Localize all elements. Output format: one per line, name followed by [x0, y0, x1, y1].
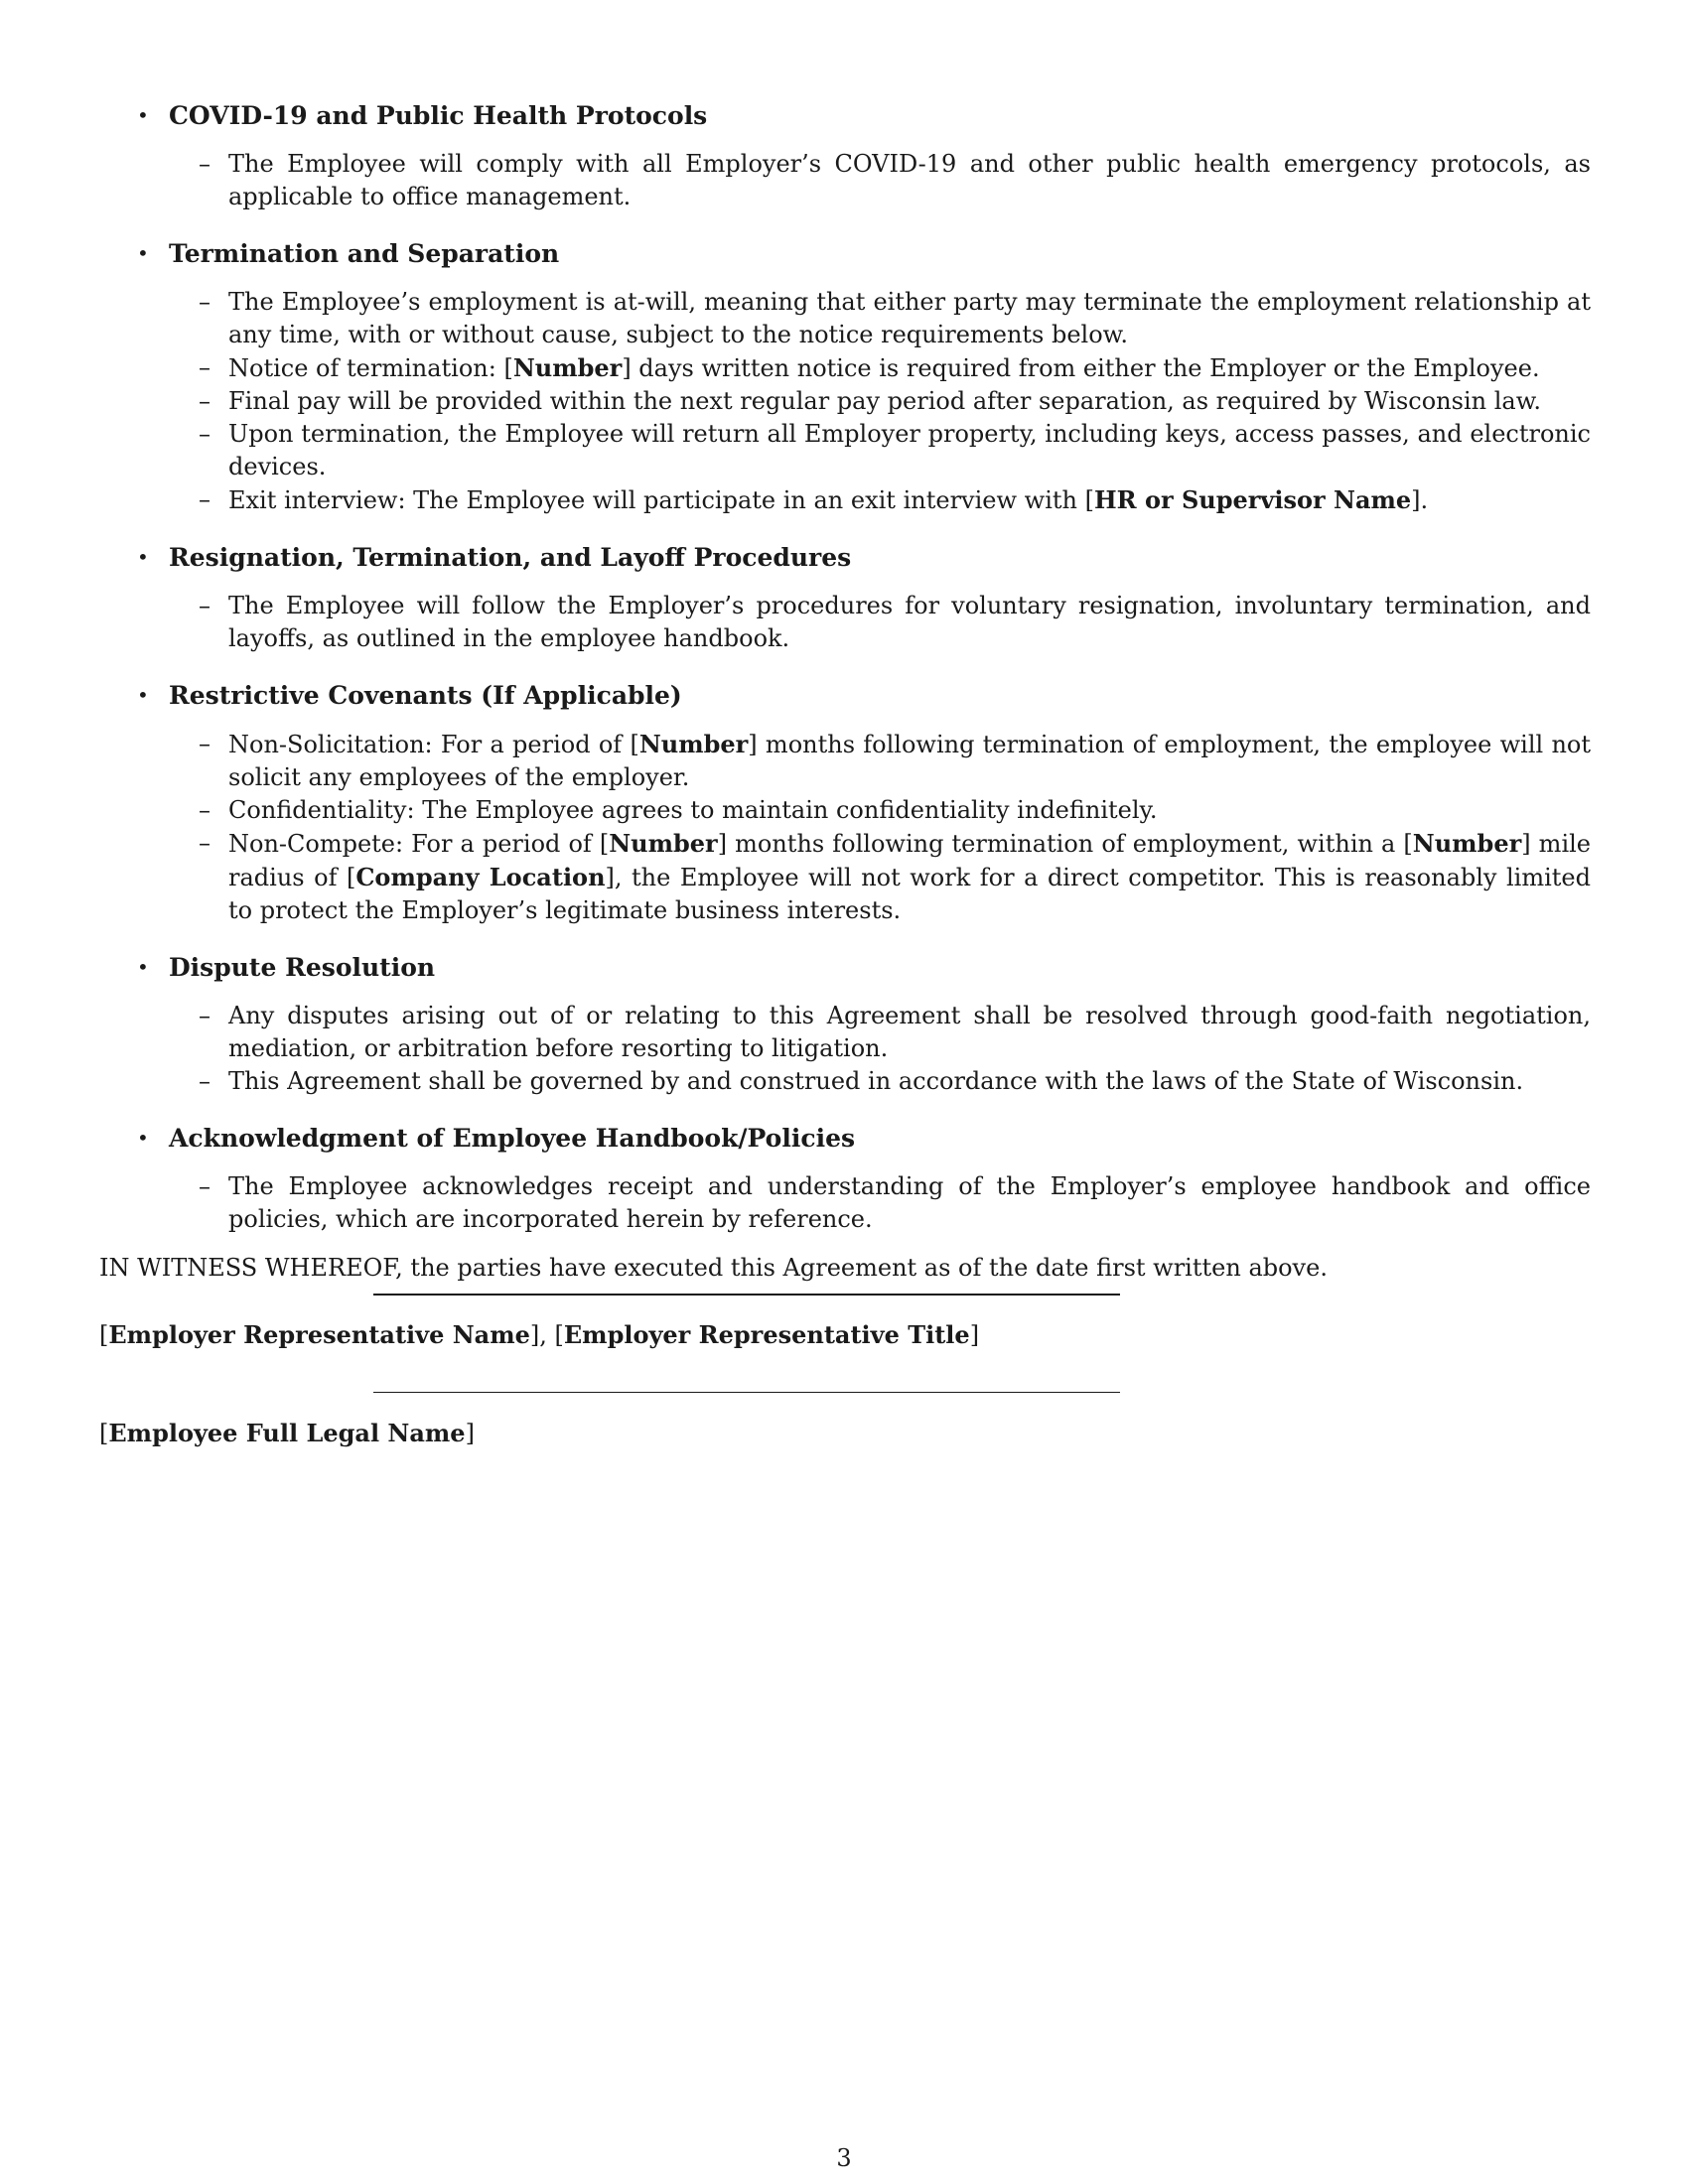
text-run: ] mile radius of [	[228, 830, 1591, 891]
placeholder-text: Employer Representative Title	[563, 1320, 970, 1349]
witness-clause: IN WITNESS WHEREOF, the parties have executed this Agreement as of the date first written above.	[99, 1254, 1328, 1282]
dash-icon: –	[199, 592, 211, 619]
text-run: [	[99, 1321, 109, 1349]
sub-item-list	[99, 728, 1589, 927]
employer-signature-name	[99, 1318, 979, 1352]
sub-item-list	[99, 1170, 1589, 1236]
dash-icon: –	[199, 353, 211, 381]
sub-item-list	[99, 590, 1589, 655]
section	[99, 677, 1589, 927]
bullet-icon: •	[137, 683, 149, 707]
section-heading	[99, 1120, 1589, 1157]
text-run: Any disputes arising out of or relating to this Agreement shall be resolved through good-faith negotiation, mediation, or arbitration before resorting to litigation.	[228, 1002, 1591, 1062]
list-item	[199, 1000, 1591, 1065]
list-item	[199, 1065, 1591, 1098]
dash-icon: –	[199, 288, 211, 316]
text-run: ], the Employee will not work for a direct competitor. This is reasonably limited to protect the Employer’s legitimate business interests.	[228, 864, 1591, 924]
page-number: 3	[836, 2144, 852, 2172]
list-item	[199, 385, 1591, 418]
list-item	[199, 728, 1591, 794]
dash-icon: –	[199, 420, 211, 448]
section-heading-text: Restrictive Covenants (If Applicable)	[169, 681, 682, 710]
employee-signature-name	[99, 1417, 475, 1450]
text-run: ], [	[529, 1321, 564, 1349]
placeholder-text: Company Location	[355, 863, 606, 891]
sub-item-list	[99, 148, 1589, 213]
bullet-icon: •	[137, 241, 149, 265]
text-run: ] months following termination of employment, within a [	[717, 830, 1413, 858]
text-run: The Employee will follow the Employer’s procedures for voluntary resignation, involuntary termination, and layoffs, as outlined in the employee handbook.	[228, 592, 1591, 652]
section	[99, 539, 1589, 655]
section-heading-text: Resignation, Termination, and Layoff Procedures	[169, 543, 852, 572]
text-run: Notice of termination: [	[228, 354, 513, 382]
bullet-icon: •	[137, 103, 149, 127]
section-list	[99, 97, 1589, 1236]
bullet-icon: •	[137, 1126, 149, 1150]
dash-icon: –	[199, 1002, 211, 1029]
dash-icon: –	[199, 796, 211, 824]
section-heading-text: Acknowledgment of Employee Handbook/Policies	[169, 1124, 856, 1153]
dash-icon: –	[199, 485, 211, 513]
dash-icon: –	[199, 730, 211, 757]
text-run: ].	[1411, 486, 1429, 514]
list-item	[199, 483, 1591, 517]
section-heading-text: Dispute Resolution	[169, 953, 436, 982]
section	[99, 949, 1589, 1098]
document-body	[99, 97, 1589, 1285]
list-item	[199, 1170, 1591, 1236]
text-run: ]	[465, 1420, 475, 1447]
text-run: The Employee will comply with all Employer’s COVID-19 and other public health emergency protocols, as applicable to office management.	[228, 150, 1591, 210]
section-heading	[99, 949, 1589, 986]
list-item	[199, 590, 1591, 655]
list-item	[199, 148, 1591, 213]
placeholder-text: Number	[638, 730, 749, 758]
placeholder-text: Employee Full Legal Name	[108, 1419, 466, 1447]
sub-item-list	[99, 1000, 1589, 1098]
text-run: [	[99, 1420, 109, 1447]
section-heading-text: Termination and Separation	[169, 239, 560, 268]
list-item	[199, 351, 1591, 385]
section-heading	[99, 97, 1589, 134]
placeholder-text: HR or Supervisor Name	[1093, 485, 1412, 514]
section-heading	[99, 677, 1589, 714]
text-run: Non-Solicitation: For a period of [	[228, 731, 639, 758]
dash-icon: –	[199, 387, 211, 415]
employee-signature-line	[373, 1392, 1120, 1393]
text-run: ] months following termination of employment, the employee will not solicit any employees of the employer.	[228, 731, 1591, 791]
section-heading	[99, 235, 1589, 272]
list-item	[199, 418, 1591, 483]
dash-icon: –	[199, 1067, 211, 1095]
bullet-icon: •	[137, 955, 149, 979]
text-run: The Employee’s employment is at-will, meaning that either party may terminate the employment relationship at any time, with or without cause, subject to the notice requirements below.	[228, 288, 1591, 348]
sub-item-list	[99, 286, 1589, 517]
text-run: This Agreement shall be governed by and construed in accordance with the laws of the State of Wisconsin.	[228, 1067, 1524, 1095]
list-item	[199, 286, 1591, 351]
dash-icon: –	[199, 829, 211, 857]
section-heading-text: COVID-19 and Public Health Protocols	[169, 101, 708, 130]
text-run: Final pay will be provided within the next regular pay period after separation, as required by Wisconsin law.	[228, 387, 1542, 415]
section-heading	[99, 539, 1589, 576]
text-run: Non-Compete: For a period of [	[228, 830, 610, 858]
list-item	[199, 794, 1591, 827]
section	[99, 235, 1589, 517]
employer-signature-line	[373, 1294, 1120, 1296]
list-item	[199, 827, 1591, 927]
section	[99, 97, 1589, 213]
text-run: ] days written notice is required from either the Employer or the Employee.	[622, 354, 1540, 382]
placeholder-text: Number	[1412, 829, 1522, 858]
placeholder-text: Number	[609, 829, 718, 858]
text-run: Exit interview: The Employee will participate in an exit interview with [	[228, 486, 1094, 514]
placeholder-text: Employer Representative Name	[108, 1320, 530, 1349]
dash-icon: –	[199, 1172, 211, 1200]
section	[99, 1120, 1589, 1236]
dash-icon: –	[199, 150, 211, 178]
text-run: Upon termination, the Employee will return all Employer property, including keys, access passes, and electronic devices.	[228, 420, 1591, 480]
bullet-icon: •	[137, 545, 149, 569]
text-run: The Employee acknowledges receipt and understanding of the Employer’s employee handbook and office policies, which are incorporated herein by reference.	[228, 1172, 1591, 1233]
text-run: Confidentiality: The Employee agrees to maintain confidentiality indefinitely.	[228, 796, 1158, 824]
placeholder-text: Number	[512, 353, 623, 382]
text-run: ]	[969, 1321, 980, 1349]
